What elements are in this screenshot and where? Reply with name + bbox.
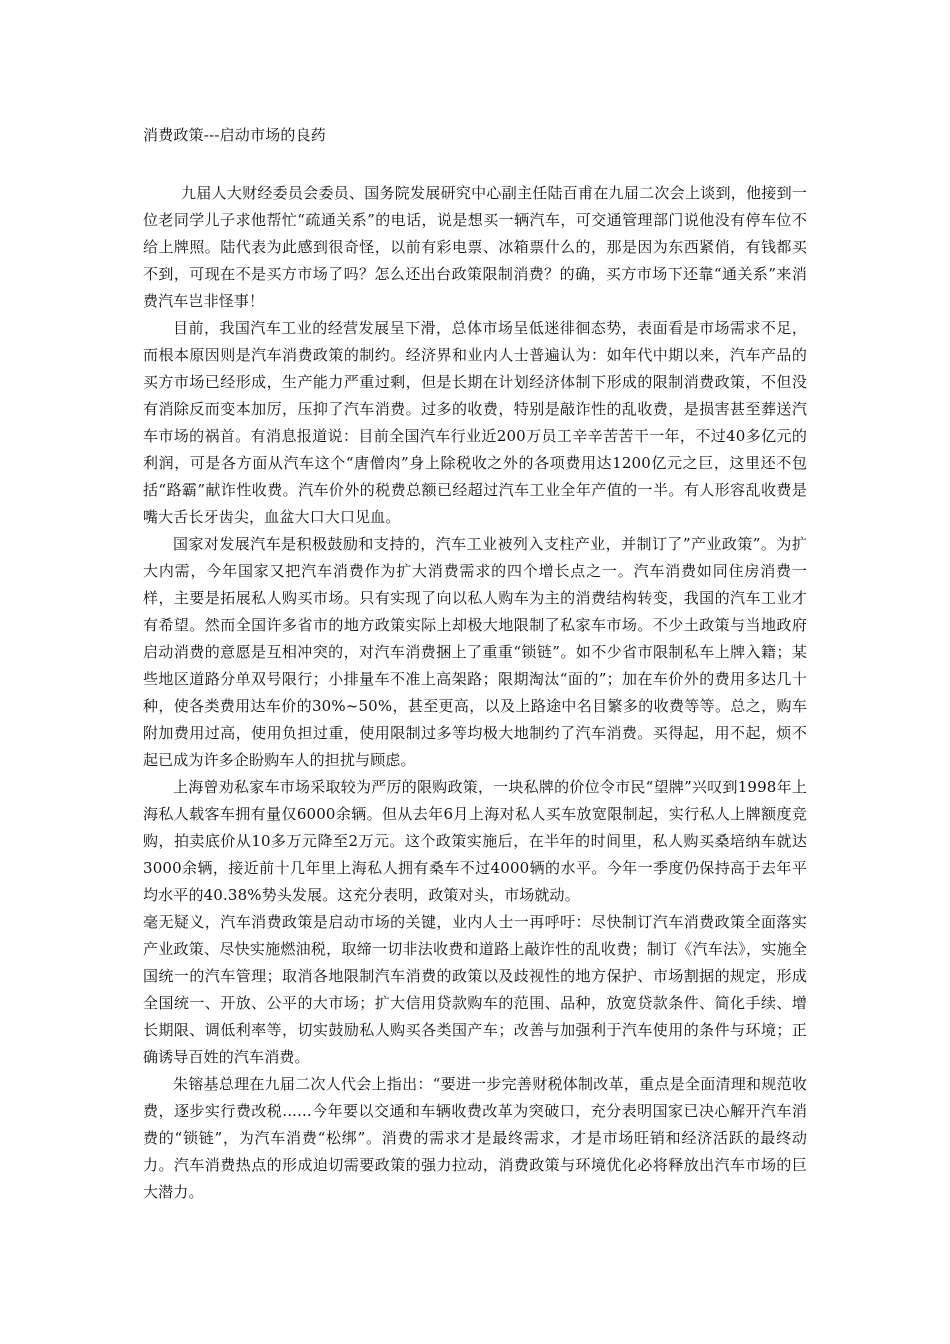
paragraph-5: 毫无疑义，汽车消费政策是启动市场的关键，业内人士一再呼吁：尽快制订汽车消费政策全面落实产业政策、尽快实施燃油税，取缔一切非法收费和道路上敲诈性的乱收费；制订《汽车法》，实施全国统一的汽车管理；取消各地限制汽车消费的政策以及歧视性的地方保护、市场割据的规定，形成全国统一、开放、公平的大市场；扩大信用贷款购车的范围、品种，放宽贷款条件、简化手续、增长期限、调低利率等，切实鼓励私人购买各类国产车；改善与加强利于汽车使用的条件与环境；正确诱导百姓的汽车消费。 [143, 913, 807, 1066]
document-body [143, 122, 807, 1206]
paragraph-6: 朱镕基总理在九届二次人代会上指出：“要进一步完善财税体制改革，重点是全面清理和规范收费，逐步实行费改税......今年要以交通和车辆收费改革为突破口，充分表明国家已决心解开汽车消费的“锁链”，为汽车消费“松绑”。消费的需求才是最终需求，才是市场旺销和经济活跃的最终动力。汽车消费热点的形成迫切需要政策的强力拉动，消费政策与环境优化必将释放出汽车市场的巨大潜力。 [143, 1075, 807, 1201]
paragraph-1: 九届人大财经委员会委员、国务院发展研究中心副主任陆百甫在九届二次会上谈到，他接到一位老同学儿子求他帮忙“疏通关系”的电话，说是想买一辆汽车，可交通管理部门说他没有停车位不给上牌照。陆代表为此感到很奇怪，以前有彩电票、冰箱票什么的，那是因为东西紧俏，有钱都买不到，可现在不是买方市场了吗？怎么还出台政策限制消费？的确，买方市场下还靠“通关系”来消费汽车岂非怪事！ [143, 184, 807, 310]
paragraph-3: 国家对发展汽车是积极鼓励和支持的，汽车工业被列入支柱产业，并制订了”产业政策”。为扩大内需，今年国家又把汽车消费作为扩大消费需求的四个增长点之一。汽车消费如同住房消费一样，主要是拓展私人购买市场。只有实现了向以私人购车为主的消费结构转变，我国的汽车工业才有希望。然而全国许多省市的地方政策实际上却极大地限制了私家车市场。不少土政策与当地政府启动消费的意愿是互相冲突的，对汽车消费捆上了重重“锁链”。如不少省市限制私车上牌入籍；某些地区道路分单双号限行；小排量车不准上高架路；限期淘汰“面的”；加在车价外的费用多达几十种，使各类费用达车价的30%~50%，甚至更高，以及上路途中名目繁多的收费等等。总之，购车附加费用过高，使用负担过重，使用限制过多等均极大地制约了汽车消费。买得起，用不起，烦不起已成为许多企盼购车人的担扰与顾虑。 [143, 535, 807, 769]
document-title: 消费政策---启动市场的良药 [143, 126, 327, 144]
paragraph-4: 上海曾劝私家车市场采取较为严厉的限购政策，一块私牌的价位令市民“望牌”兴叹到1998年上海私人载客车拥有量仅6000余辆。但从去年6月上海对私人买车放宽限制起，实行私人上牌额度竞购，拍卖底价从10多万元降至2万元。这个政策实施后，在半年的时间里，私人购买桑培纳车就达3000余辆，接近前十几年里上海私人拥有桑车不过4000辆的水平。今年一季度仍保持高于去年平均水平的40.38%势头发展。这充分表明，政策对头，市场就动。 [143, 778, 807, 904]
paragraph-2: 目前，我国汽车工业的经营发展呈下滑，总体市场呈低迷徘徊态势，表面看是市场需求不足，而根本原因则是汽车消费政策的制约。经济界和业内人士普遍认为：如年代中期以来，汽车产品的买方市场已经形成，生产能力严重过剩，但是长期在计划经济体制下形成的限制消费政策，不但没有消除反而变本加厉，压抑了汽车消费。过多的收费，特别是敲诈性的乱收费，是损害甚至葬送汽车市场的祸首。有消息报道说：目前全国汽车行业近200万员工辛辛苦苦干一年，不过40多亿元的利润，可是各方面从汽车这个“唐僧肉”身上除税收之外的各项费用达1200亿元之巨，这里还不包括“路霸”献诈性收费。汽车价外的税费总额已经超过汽车工业全年产值的一半。有人形容乱收费是嘴大舌长牙齿尖，血盆大口大口见血。 [143, 319, 807, 526]
